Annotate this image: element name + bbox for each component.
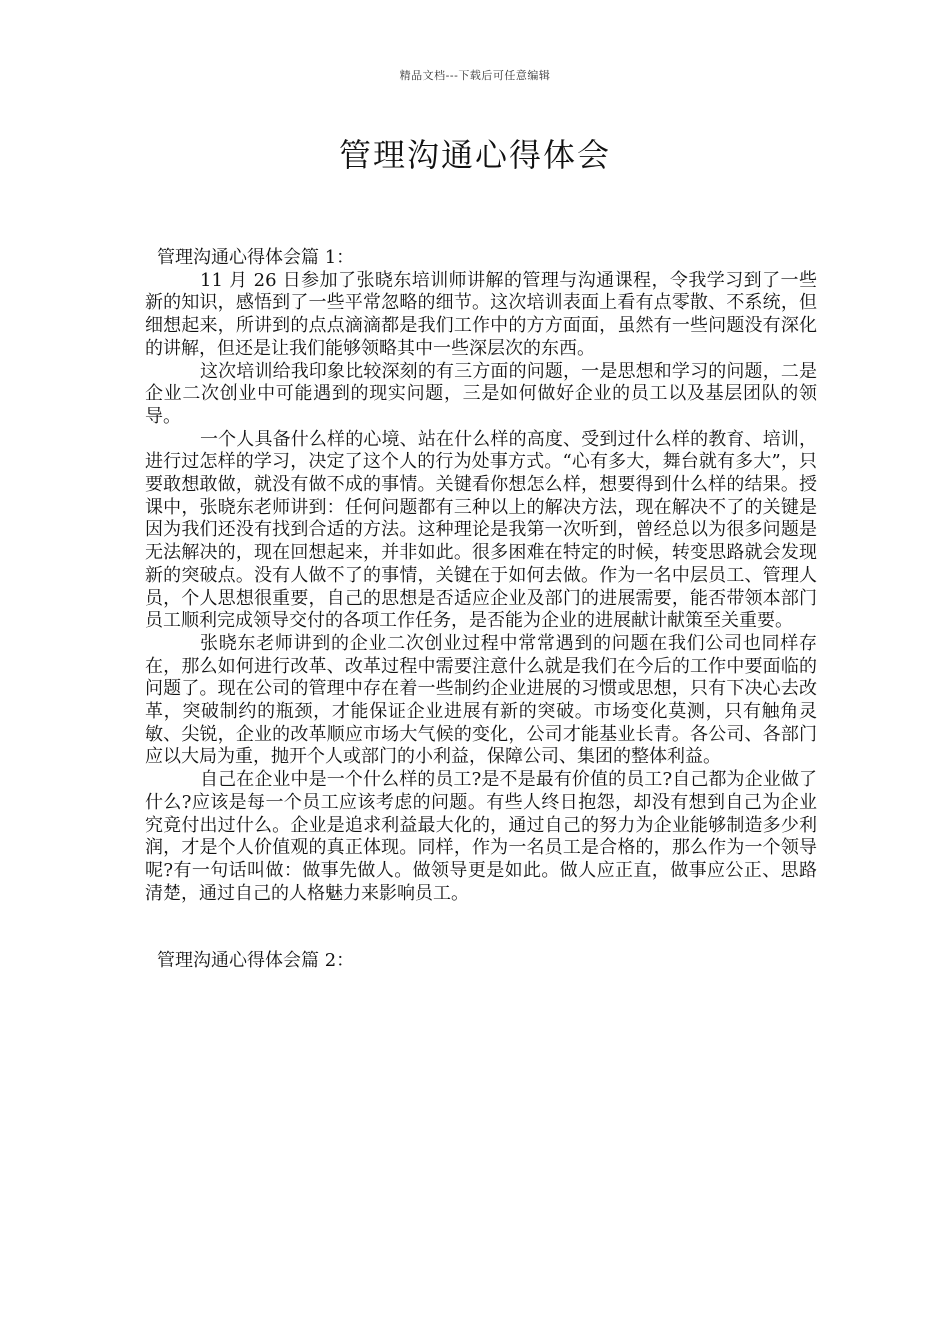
page-header: 精品文档---下载后可任意编辑 bbox=[399, 69, 551, 82]
paragraph: 自己在企业中是一个什么样的员工?是不是最有价值的员工?自己都为企业做了什么?应该是每一个员工应该考虑的问题。有些人终日抱怨，却没有想到自己为企业究竟付出过什么。企业是追求利益最大化的，通过自己的努力为企业能够制造多少利润，才是个人价值观的真正体现。同样，作为一名员工是合格的，那么作为一个领导呢?有一句话叫做：做事先做人。做领导更是如此。做人应正直，做事应公正、思路清楚，通过自己的人格魅力来影响员工。 bbox=[145, 769, 817, 904]
section-heading-2: 管理沟通心得体会篇 2： bbox=[157, 950, 355, 972]
paragraph: 一个人具备什么样的心境、站在什么样的高度、受到过什么样的教育、培训，进行过怎样的学习，决定了这个人的行为处事方式。“心有多大，舞台就有多大”，只要敢想敢做，就没有做不成的事情。关键看你想怎么样，想要得到什么样的结果。授课中，张晓东老师讲到：任何问题都有三种以上的解决方法，现在解决不了的关键是因为我们还没有找到合适的方法。这种理论是我第一次听到，曾经总以为很多问题是无法解决的，现在回想起来，并非如此。很多困难在特定的时候，转变思路就会发现新的突破点。没有人做不了的事情，关键在于如何去做。作为一名中层员工、管理人员，个人思想很重要，自己的思想是否适应企业及部门的进展需要，能否带领本部门员工顺利完成领导交付的各项工作任务，是否能为企业的进展献计献策至关重要。 bbox=[145, 428, 817, 632]
paragraph: 这次培训给我印象比较深刻的有三方面的问题，一是思想和学习的问题，二是企业二次创业中可能遇到的现实问题，三是如何做好企业的员工以及基层团队的领导。 bbox=[145, 360, 817, 427]
section-heading-1: 管理沟通心得体会篇 1： bbox=[157, 247, 355, 268]
paragraph: 11 月 26 日参加了张晓东培训师讲解的管理与沟通课程，令我学习到了一些新的知识，感悟到了一些平常忽略的细节。这次培训表面上看有点零散、不系统，但细想起来，所讲到的点点滴滴都是我们工作中的方方面面，虽然有一些问题没有深化的讲解，但还是让我们能够领略其中一些深层次的东西。 bbox=[145, 269, 817, 359]
paragraph: 张晓东老师讲到的企业二次创业过程中常常遇到的问题在我们公司也同样存在，那么如何进行改革、改革过程中需要注意什么就是我们在今后的工作中要面临的问题了。现在公司的管理中存在着一些制约企业进展的习惯或思想，只有下决心去改革，突破制约的瓶颈，才能保证企业进展有新的突破。市场变化莫测，只有触角灵敏、尖锐，企业的改革顺应市场大气候的变化，公司才能基业长青。各公司、各部门应以大局为重，抛开个人或部门的小利益，保障公司、集团的整体利益。 bbox=[145, 632, 817, 768]
document-title: 管理沟通心得体会 bbox=[338, 136, 611, 174]
document-body bbox=[145, 247, 817, 973]
